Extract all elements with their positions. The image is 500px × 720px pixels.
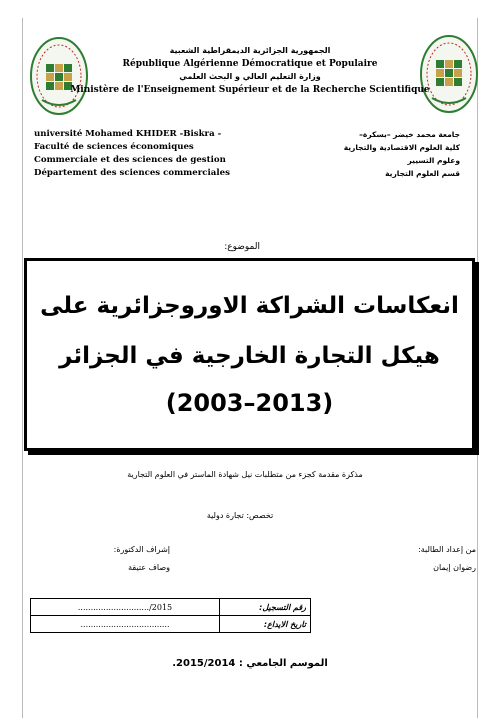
- supervisor-name: وصاف عتيقة: [128, 563, 170, 572]
- subject-label: الموضوع:: [224, 242, 260, 252]
- specialty: تخصص: تجارة دولية: [206, 511, 274, 520]
- title-line-years: (2003–2013): [165, 389, 334, 417]
- institution-ar-line: قسم العلوم التجارية: [385, 169, 460, 178]
- institution-fr-line: Faculté de sciences économiques: [34, 142, 194, 152]
- institution-ar-line: وعلوم التسيير: [407, 156, 460, 165]
- institution-fr: [34, 128, 294, 180]
- deposit-value: ...................................: [31, 616, 220, 633]
- registration-table: [30, 598, 311, 633]
- institution-ar-line: جامعة محمد خيضر –بسكرة–: [359, 130, 460, 139]
- institution-fr-line: Département des sciences commerciales: [34, 168, 230, 178]
- supervisor-label: إشراف الدكتورة:: [113, 545, 170, 554]
- deposit-label: تاريخ الايداع:: [220, 616, 311, 633]
- title-box: [24, 258, 475, 451]
- ministry-fr: Ministère de l'Enseignement Supérieur et de la Recherche Scientifique: [70, 85, 430, 95]
- republic-fr: République Algérienne Démocratique et Populaire: [122, 59, 378, 69]
- student-label: من إعداد الطالبة:: [418, 545, 476, 554]
- title-line-1: انعكاسات الشراكة الاوروجزائرية على: [40, 293, 459, 319]
- title-line-2: هيكل التجارة الخارجية في الجزائر: [59, 343, 440, 369]
- institution-fr-line: université Mohamed KHIDER -Biskra -: [34, 129, 222, 139]
- institution-fr-line: Commerciale et des sciences de gestion: [34, 155, 226, 165]
- institution-ar-line: كلية العلوم الاقتصادية والتجارية: [343, 143, 460, 152]
- student-name: رضوان إيمان: [433, 563, 476, 572]
- republic-ar: الجمهورية الجزائرية الديمقراطية الشعبية: [169, 46, 331, 55]
- registration-row: [31, 599, 311, 616]
- deposit-row: [31, 616, 311, 633]
- academic-year: الموسم الجامعي : 2015/2014.: [172, 658, 328, 669]
- institution-ar: [280, 128, 460, 180]
- registration-value: ............................/2015: [31, 599, 220, 616]
- registration-label: رقم التسجيل:: [220, 599, 311, 616]
- ministry-ar: وزارة التعليم العالي و البحث العلمي: [179, 72, 321, 81]
- university-logo-right: [418, 34, 480, 122]
- memo-statement: مذكرة مقدمة كجزء من متطلبات نيل شهادة الماستر في العلوم التجارية: [127, 470, 363, 479]
